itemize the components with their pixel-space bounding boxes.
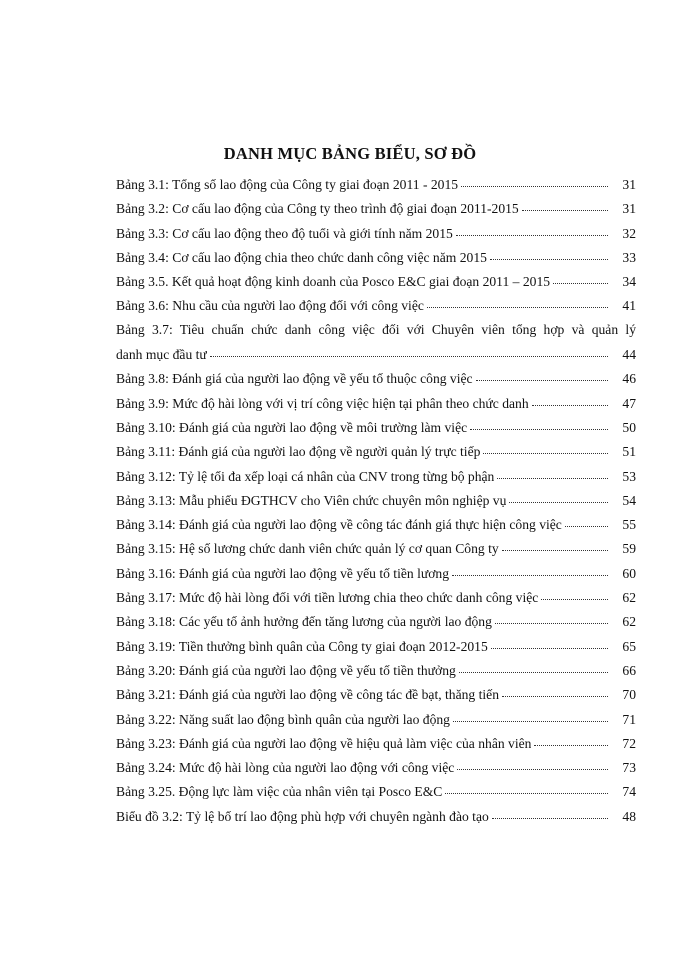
toc-entry — [116, 755, 636, 779]
dot-leader — [452, 559, 608, 576]
dot-leader — [470, 413, 608, 430]
toc-entry-label: Bảng 3.21: Đánh giá của người lao động về công tác đề bạt, thăng tiến — [116, 687, 499, 703]
toc-entry-page-number: 51 — [622, 444, 636, 460]
toc-entry-page-number: 70 — [622, 687, 636, 703]
toc-entry-page-number: 50 — [622, 419, 636, 435]
toc-entry — [116, 658, 636, 682]
toc-entry — [116, 391, 636, 415]
toc-entry-label: Bảng 3.10: Đánh giá của người lao động về môi trường làm việc — [116, 419, 468, 435]
toc-entry — [116, 439, 636, 463]
dot-leader — [522, 194, 608, 211]
toc-entry — [116, 342, 636, 366]
dot-leader — [445, 777, 608, 794]
dot-leader — [502, 534, 608, 551]
toc-entry — [116, 269, 636, 293]
toc-entry-page-number: 71 — [622, 711, 636, 727]
dot-leader — [491, 632, 608, 649]
toc-entry-label: Bảng 3.20: Đánh giá của người lao động về yếu tố tiền thưởng — [116, 662, 456, 678]
toc-entry — [116, 779, 636, 803]
dot-leader — [483, 437, 608, 454]
toc-entry — [116, 682, 636, 706]
toc-entry-page-number: 31 — [622, 201, 636, 217]
toc-entry-label: Bảng 3.22: Năng suất lao động bình quân của người lao động — [116, 711, 450, 727]
dot-leader — [534, 729, 608, 746]
dot-leader — [553, 267, 608, 284]
dot-leader — [541, 583, 608, 600]
toc-entry-page-number: 55 — [622, 517, 636, 533]
toc-entry-page-number: 46 — [622, 371, 636, 387]
page-title: DANH MỤC BẢNG BIỂU, SƠ ĐỒ — [223, 144, 477, 163]
toc-entry — [116, 245, 636, 269]
toc-entry — [116, 512, 636, 536]
dot-leader — [459, 656, 608, 673]
toc-entry-label: Biểu đồ 3.2: Tỷ lệ bố trí lao động phù hợp với chuyên ngành đào tạo — [116, 808, 489, 824]
toc-entry — [116, 804, 636, 828]
toc-entry-page-number: 44 — [622, 347, 636, 363]
toc-entry — [116, 221, 636, 245]
toc-entry — [116, 464, 636, 488]
toc-entry-label: Bảng 3.4: Cơ cấu lao động chia theo chức danh công việc năm 2015 — [116, 249, 487, 265]
dot-leader — [210, 340, 608, 357]
toc-entry-label: Bảng 3.8: Đánh giá của người lao động về yếu tố thuộc công việc — [116, 371, 473, 387]
toc-entry-page-number: 65 — [622, 638, 636, 654]
toc-entry — [116, 366, 636, 390]
dot-leader — [565, 510, 608, 527]
toc-entry-page-number: 41 — [622, 298, 636, 314]
toc-entry — [116, 196, 636, 220]
toc-entry-label: Bảng 3.13: Mẫu phiếu ĐGTHCV cho Viên chức chuyên môn nghiệp vụ — [116, 492, 507, 508]
toc-entry-page-number: 72 — [622, 735, 636, 751]
dot-leader — [490, 243, 608, 260]
toc-entry-label: Bảng 3.15: Hệ số lương chức danh viên chức quản lý cơ quan Công ty — [116, 541, 499, 557]
table-of-contents — [116, 172, 636, 828]
toc-entry-line: Bảng 3.7: Tiêu chuẩn chức danh công việc đối với Chuyên viên tổng hợp và quản lý — [116, 321, 636, 337]
toc-entry — [116, 634, 636, 658]
toc-entry-page-number: 32 — [622, 225, 636, 241]
toc-entry-page-number: 47 — [622, 395, 636, 411]
toc-entry-page-number: 66 — [622, 662, 636, 678]
toc-entry-page-number: 34 — [622, 274, 636, 290]
toc-entry-label: Bảng 3.23: Đánh giá của người lao động về hiệu quả làm việc của nhân viên — [116, 735, 532, 751]
toc-entry-label: Bảng 3.16: Đánh giá của người lao động về yếu tố tiền lương — [116, 565, 450, 581]
toc-entry-label: Bảng 3.14: Đánh giá của người lao động về công tác đánh giá thực hiện công việc — [116, 517, 562, 533]
toc-entry-label: Bảng 3.25. Động lực làm việc của nhân viên tại Posco E&C — [116, 784, 443, 800]
toc-entry-label: Bảng 3.5. Kết quả hoạt động kinh doanh của Posco E&C giai đoạn 2011 – 2015 — [116, 274, 551, 290]
toc-entry-page-number: 62 — [622, 590, 636, 606]
toc-entry-page-number: 53 — [622, 468, 636, 484]
dot-leader — [502, 680, 608, 697]
toc-entry-page-number: 74 — [622, 784, 636, 800]
dot-leader — [532, 389, 608, 406]
toc-entry-label: Bảng 3.11: Đánh giá của người lao động về người quản lý trực tiếp — [116, 444, 481, 460]
toc-entry-page-number: 33 — [622, 249, 636, 265]
dot-leader — [497, 462, 608, 479]
toc-entry-page-number: 73 — [622, 760, 636, 776]
toc-entry-label: Bảng 3.9: Mức độ hài lòng với vị trí công việc hiện tại phân theo chức danh — [116, 395, 529, 411]
toc-entry — [116, 561, 636, 585]
toc-entry-label: Bảng 3.24: Mức độ hài lòng của người lao động với công việc — [116, 760, 455, 776]
toc-entry-page-number: 54 — [622, 492, 636, 508]
dot-leader — [453, 705, 608, 722]
toc-entry-label: danh mục đầu tư — [116, 347, 207, 363]
dot-leader — [427, 291, 608, 308]
dot-leader — [476, 364, 608, 381]
toc-entry-label: Bảng 3.17: Mức độ hài lòng đối với tiền lương chia theo chức danh công việc — [116, 590, 539, 606]
dot-leader — [461, 170, 608, 187]
toc-entry — [116, 536, 636, 560]
dot-leader — [492, 802, 608, 819]
toc-entry — [116, 609, 636, 633]
toc-entry-label: Bảng 3.1: Tổng số lao động của Công ty giai đoạn 2011 - 2015 — [116, 177, 459, 192]
dot-leader — [456, 219, 608, 236]
toc-entry-page-number: 59 — [622, 541, 636, 557]
toc-entry-label: Bảng 3.2: Cơ cấu lao động của Công ty theo trình độ giai đoạn 2011-2015 — [116, 201, 519, 217]
toc-entry-label: Bảng 3.12: Tỷ lệ tối đa xếp loại cá nhân của CNV trong từng bộ phận — [116, 468, 495, 484]
toc-entry-label: Bảng 3.3: Cơ cấu lao động theo độ tuổi và giới tính năm 2015 — [116, 225, 453, 241]
toc-entry-page-number: 60 — [622, 565, 636, 581]
toc-entry-page-number: 48 — [622, 808, 636, 824]
toc-entry-page-number: 31 — [622, 177, 636, 192]
toc-entry-label: Bảng 3.19: Tiền thưởng bình quân của Công ty giai đoạn 2012-2015 — [116, 638, 488, 654]
toc-entry-label: Bảng 3.6: Nhu cầu của người lao động đối với công việc — [116, 298, 424, 314]
toc-entry — [116, 415, 636, 439]
toc-entry — [116, 585, 636, 609]
toc-entry — [116, 731, 636, 755]
toc-entry-label: Bảng 3.18: Các yếu tố ảnh hưởng đến tăng lương của người lao động — [116, 614, 492, 630]
toc-entry — [116, 172, 636, 196]
toc-entry — [116, 707, 636, 731]
dot-leader — [457, 753, 608, 770]
dot-leader — [509, 486, 608, 503]
toc-entry-page-number: 62 — [622, 614, 636, 630]
toc-entry — [116, 293, 636, 317]
dot-leader — [495, 607, 608, 624]
toc-entry — [116, 488, 636, 512]
